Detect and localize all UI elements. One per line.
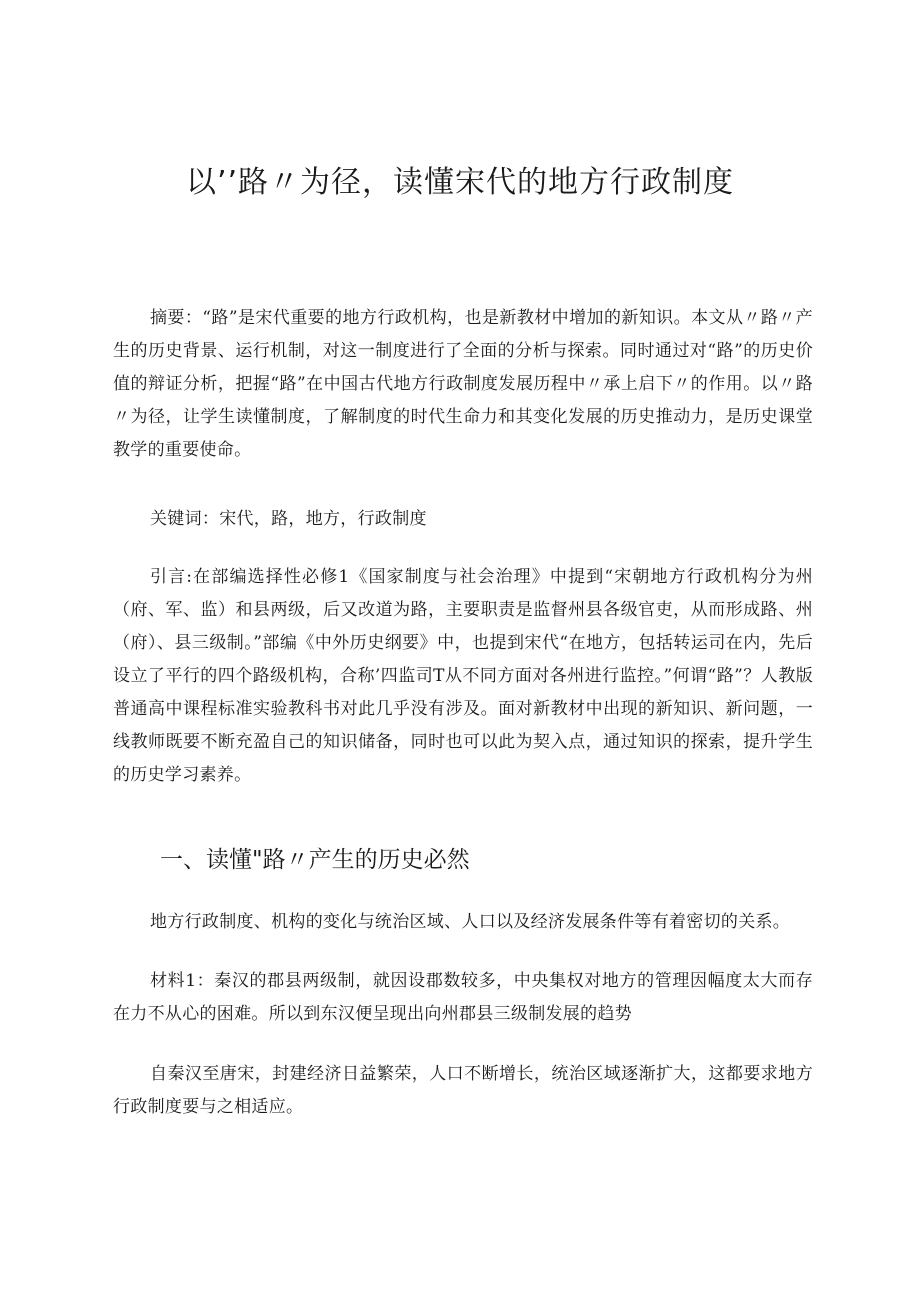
body-paragraph: 地方行政制度、机构的变化与统治区域、人口以及经济发展条件等有着密切的关系。	[150, 912, 791, 932]
keywords-paragraph: 关键词：宋代，路，地方，行政制度	[150, 509, 427, 529]
abstract-paragraph: 摘要：“路”是宋代重要的地方行政机构，也是新教材中增加的新知识。本文从〃路〃产生的历史背景、运行机制，对这一制度进行了全面的分析与探索。同时通过对“路”的历史价值的辩证分析，把握“路”在中国古代地方行政制度发展历程中〃承上启下〃的作用。以〃路〃为径，让学生读懂制度，了解制度的时代生命力和其变化发展的历史推动力，是历史课堂教学的重要使命。	[113, 308, 813, 460]
introduction-paragraph: 引言:在部编选择性必修1《国家制度与社会治理》中提到“宋朝地方行政机构分为州（府、军、监）和县两级，后又改道为路，主要职责是监督州县各级官吏，从而形成路、州（府）、县三级制。”部编《中外历史纲要》中，也提到宋代“在地方，包括转运司在内，先后设立了平行的四个路级机构，合称’四监司T从不同方面对各州进行监控。”何谓“路”？人教版普通高中课程标准实验教科书对此几乎没有涉及。面对新教材中出现的新知识、新问题，一线教师既要不断充盈自己的知识储备，同时也可以此为契入点，通过知识的探索，提升学生的历史学习素养。	[113, 567, 813, 785]
body-paragraph: 自秦汉至唐宋，封建经济日益繁荣，人口不断增长，统治区域逐渐扩大，这都要求地方行政制度要与之相适应。	[113, 1064, 813, 1117]
material-paragraph: 材料1：秦汉的郡县两级制，就因设郡数较多，中央集权对地方的管理因幅度太大而存在力不从心的困难。所以到东汉便呈现出向州郡县三级制发展的趋势	[113, 971, 813, 1024]
section-heading: 一、读懂"路〃产生的历史必然	[160, 847, 470, 873]
page-title: 以’’路〃为径，读懂宋代的地方行政制度	[185, 165, 735, 200]
